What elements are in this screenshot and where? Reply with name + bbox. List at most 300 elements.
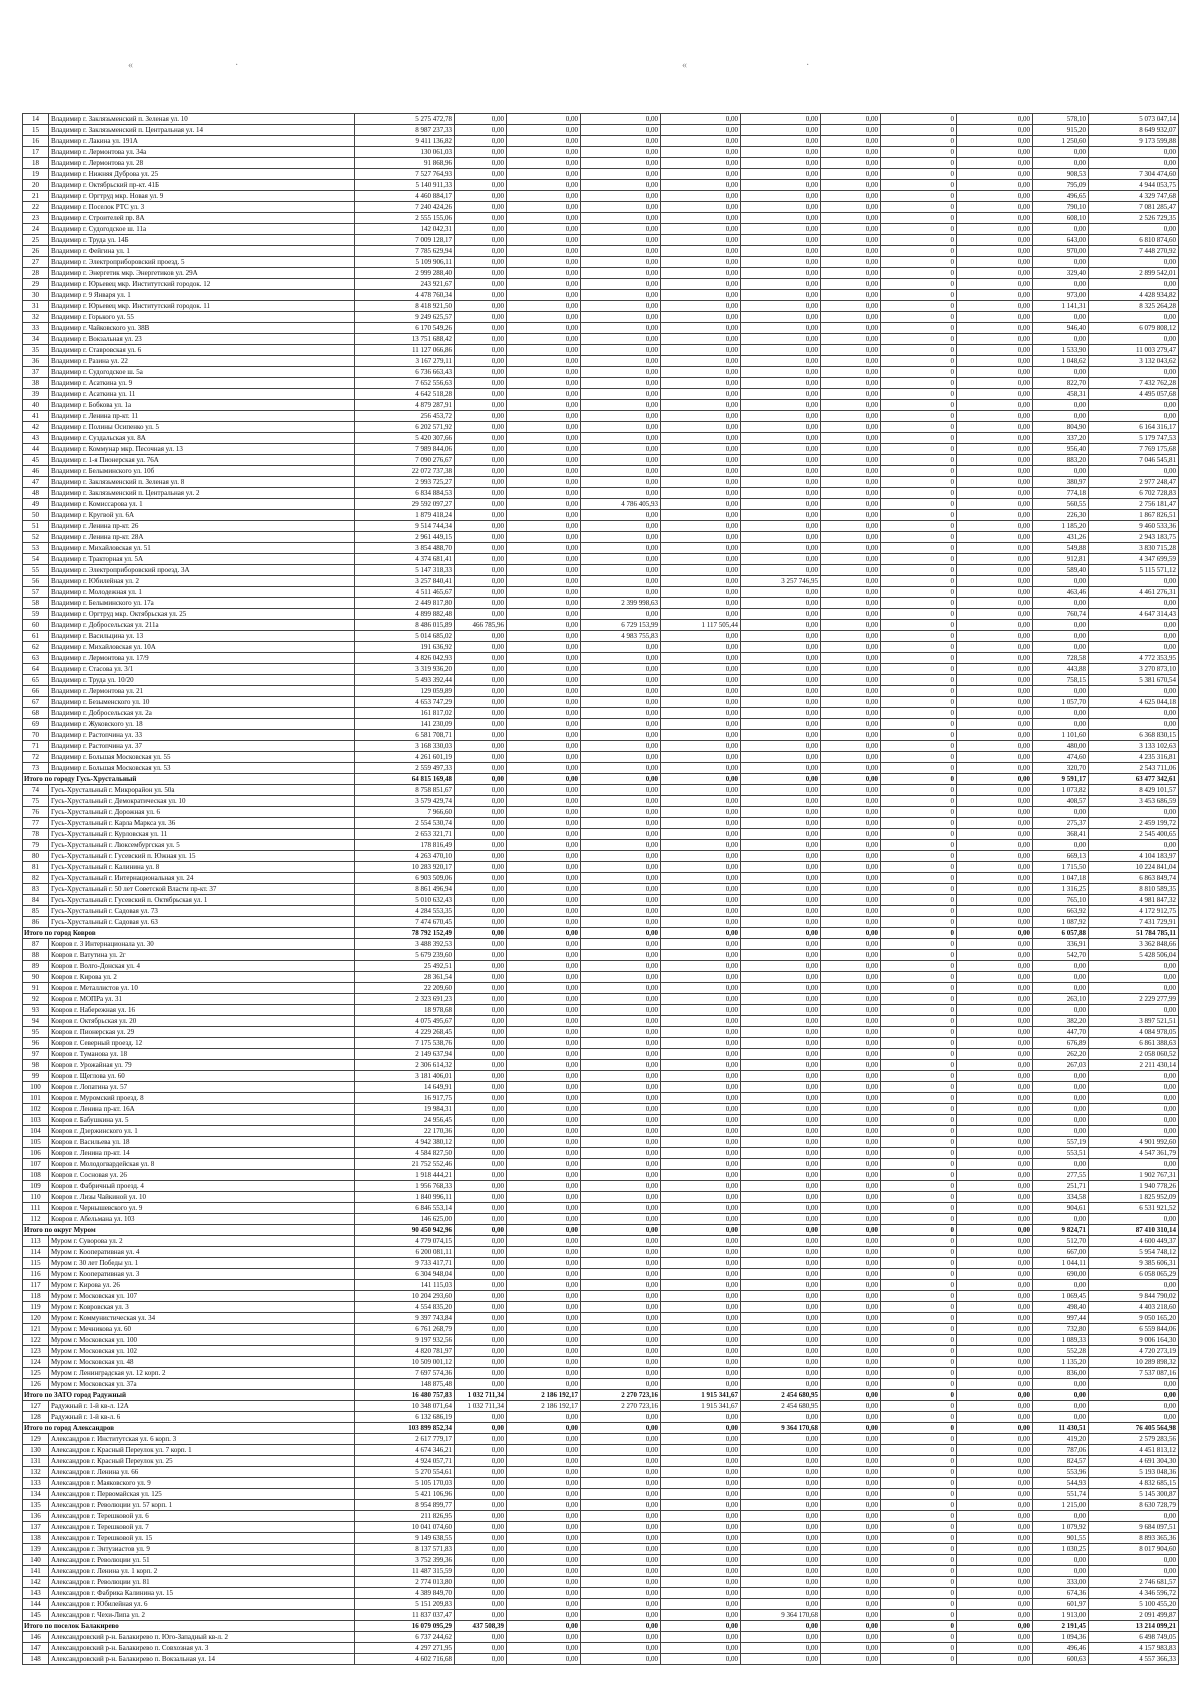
amount-cell: 0,00 xyxy=(1089,1071,1179,1082)
amount-cell: 16 480 757,83 xyxy=(355,1390,455,1401)
address-cell: Владимир г. Труда ул. 14Б xyxy=(49,235,355,246)
table-row xyxy=(23,422,1179,433)
table-row xyxy=(23,796,1179,807)
table-row xyxy=(23,1577,1179,1588)
amount-cell: 0,00 xyxy=(741,1269,821,1280)
amount-cell: 0,00 xyxy=(741,378,821,389)
address-cell: Гусь-Хрустальный г. Карла Маркса ул. 36 xyxy=(49,818,355,829)
amount-cell: 0,00 xyxy=(455,1269,507,1280)
amount-cell: 2 617 779,17 xyxy=(355,1434,455,1445)
amount-cell: 0,00 xyxy=(581,950,661,961)
amount-cell: 0,00 xyxy=(741,1313,821,1324)
amount-cell: 0,00 xyxy=(455,1258,507,1269)
amount-cell: 0 xyxy=(881,323,957,334)
amount-cell: 0,00 xyxy=(821,356,881,367)
amount-cell: 0,00 xyxy=(661,1511,741,1522)
amount-cell: 4 653 747,29 xyxy=(355,697,455,708)
amount-cell: 6 737 244,62 xyxy=(355,1632,455,1643)
amount-cell: 0,00 xyxy=(741,752,821,763)
amount-cell: 0,00 xyxy=(957,1291,1033,1302)
amount-cell: 0,00 xyxy=(581,1566,661,1577)
amount-cell: 0,00 xyxy=(741,796,821,807)
amount-cell: 0,00 xyxy=(741,1643,821,1654)
amount-cell: 16 079 095,29 xyxy=(355,1621,455,1632)
amount-cell: 0,00 xyxy=(821,1357,881,1368)
amount-cell: 0,00 xyxy=(661,587,741,598)
amount-cell: 0,00 xyxy=(507,1412,581,1423)
amount-cell: 0,00 xyxy=(957,1280,1033,1291)
amount-cell: 0 xyxy=(881,1291,957,1302)
amount-cell: 0,00 xyxy=(661,1654,741,1665)
amount-cell: 0,00 xyxy=(581,1082,661,1093)
amount-cell: 0,00 xyxy=(1089,1214,1179,1225)
amount-cell: 0,00 xyxy=(581,609,661,620)
amount-cell: 0,00 xyxy=(1033,1093,1089,1104)
amount-cell: 0,00 xyxy=(1033,257,1089,268)
address-cell: Владимир г. Юрьевец мкр. Институтский городок. 12 xyxy=(49,279,355,290)
amount-cell: 0,00 xyxy=(741,565,821,576)
amount-cell: 0,00 xyxy=(741,1654,821,1665)
amount-cell: 0,00 xyxy=(581,1643,661,1654)
amount-cell: 0,00 xyxy=(661,488,741,499)
amount-cell: 0,00 xyxy=(661,851,741,862)
amount-cell: 0 xyxy=(881,1401,957,1412)
address-cell: Владимир г. Асаткина ул. 9 xyxy=(49,378,355,389)
amount-cell: 0,00 xyxy=(821,1599,881,1610)
table-row xyxy=(23,895,1179,906)
amount-cell: 1 135,20 xyxy=(1033,1357,1089,1368)
amount-cell: 0,00 xyxy=(957,653,1033,664)
amount-cell: 0,00 xyxy=(821,851,881,862)
amount-cell: 0,00 xyxy=(581,257,661,268)
amount-cell: 0,00 xyxy=(507,895,581,906)
amount-cell: 0,00 xyxy=(821,1027,881,1038)
amount-cell: 0,00 xyxy=(741,972,821,983)
amount-cell: 9 006 164,30 xyxy=(1089,1335,1179,1346)
amount-cell: 0,00 xyxy=(581,829,661,840)
amount-cell: 0,00 xyxy=(957,1412,1033,1423)
amount-cell: 0,00 xyxy=(661,1192,741,1203)
amount-cell: 0 xyxy=(881,972,957,983)
amount-cell: 263,10 xyxy=(1033,994,1089,1005)
amount-cell: 804,90 xyxy=(1033,422,1089,433)
amount-cell: 0 xyxy=(881,1324,957,1335)
amount-cell: 0,00 xyxy=(1033,1104,1089,1115)
amount-cell: 0,00 xyxy=(741,1225,821,1236)
subtotal-row xyxy=(23,1390,1179,1401)
address-cell: Александров г. Институтская ул. 6 корп. 3 xyxy=(49,1434,355,1445)
amount-cell: 0,00 xyxy=(581,389,661,400)
amount-cell: 0,00 xyxy=(957,587,1033,598)
amount-cell: 0,00 xyxy=(581,1071,661,1082)
row-number: 124 xyxy=(23,1357,49,1368)
amount-cell: 0,00 xyxy=(455,554,507,565)
amount-cell: 0,00 xyxy=(821,1302,881,1313)
amount-cell: 0,00 xyxy=(661,664,741,675)
amount-cell: 600,63 xyxy=(1033,1654,1089,1665)
amount-cell: 0,00 xyxy=(507,1225,581,1236)
amount-cell: 14 649,91 xyxy=(355,1082,455,1093)
amount-cell: 0,00 xyxy=(741,609,821,620)
amount-cell: 0,00 xyxy=(581,664,661,675)
row-number: 96 xyxy=(23,1038,49,1049)
row-number: 22 xyxy=(23,202,49,213)
amount-cell: 674,36 xyxy=(1033,1588,1089,1599)
row-number: 70 xyxy=(23,730,49,741)
amount-cell: 0,00 xyxy=(741,499,821,510)
amount-cell: 3 319 936,20 xyxy=(355,664,455,675)
row-number: 131 xyxy=(23,1456,49,1467)
amount-cell: 0,00 xyxy=(581,818,661,829)
amount-cell: 0,00 xyxy=(581,1577,661,1588)
amount-cell: 0,00 xyxy=(455,1302,507,1313)
amount-cell: 997,44 xyxy=(1033,1313,1089,1324)
row-number: 81 xyxy=(23,862,49,873)
address-cell: Александров г. Красный Переулок ул. 25 xyxy=(49,1456,355,1467)
table-row xyxy=(23,1346,1179,1357)
amount-cell: 4 157 983,83 xyxy=(1089,1643,1179,1654)
table-row xyxy=(23,1247,1179,1258)
address-cell: Владимир г. 9 Января ул. 1 xyxy=(49,290,355,301)
amount-cell: 3 257 840,41 xyxy=(355,576,455,587)
table-row xyxy=(23,191,1179,202)
table-row xyxy=(23,1555,1179,1566)
amount-cell: 0,00 xyxy=(455,1225,507,1236)
amount-cell: 0 xyxy=(881,488,957,499)
amount-cell: 0,00 xyxy=(957,1346,1033,1357)
amount-cell: 0,00 xyxy=(581,1654,661,1665)
amount-cell: 0,00 xyxy=(957,1104,1033,1115)
amount-cell: 0,00 xyxy=(661,1038,741,1049)
amount-cell: 0,00 xyxy=(455,1588,507,1599)
amount-cell: 0,00 xyxy=(957,136,1033,147)
amount-cell: 0,00 xyxy=(957,235,1033,246)
amount-cell: 0,00 xyxy=(661,1258,741,1269)
amount-cell: 0,00 xyxy=(455,1280,507,1291)
row-number: 136 xyxy=(23,1511,49,1522)
amount-cell: 0 xyxy=(881,532,957,543)
amount-cell: 0,00 xyxy=(507,1280,581,1291)
amount-cell: 0,00 xyxy=(507,785,581,796)
amount-cell: 0,00 xyxy=(957,1357,1033,1368)
amount-cell: 0,00 xyxy=(821,862,881,873)
amount-cell: 0 xyxy=(881,1599,957,1610)
amount-cell: 0,00 xyxy=(957,631,1033,642)
amount-cell: 0,00 xyxy=(455,422,507,433)
address-cell: Муром г. Суворова ул. 2 xyxy=(49,1236,355,1247)
amount-cell: 0,00 xyxy=(957,1236,1033,1247)
amount-cell: 0,00 xyxy=(821,147,881,158)
address-cell: Ковров г. Сосновая ул. 26 xyxy=(49,1170,355,1181)
amount-cell: 0,00 xyxy=(821,994,881,1005)
amount-cell: 3 168 330,03 xyxy=(355,741,455,752)
table-row xyxy=(23,1071,1179,1082)
amount-cell: 8 486 015,89 xyxy=(355,620,455,631)
table-row xyxy=(23,202,1179,213)
subtotal-row xyxy=(23,1225,1179,1236)
amount-cell: 0,00 xyxy=(741,191,821,202)
amount-cell: 6 498 749,05 xyxy=(1089,1632,1179,1643)
row-number: 46 xyxy=(23,466,49,477)
amount-cell: 6 164 316,17 xyxy=(1089,422,1179,433)
address-cell: Владимир г. Растопчина ул. 33 xyxy=(49,730,355,741)
amount-cell: 0,00 xyxy=(821,642,881,653)
amount-cell: 0 xyxy=(881,1368,957,1379)
scan-artifact: · xyxy=(806,60,810,71)
amount-cell: 0,00 xyxy=(957,576,1033,587)
amount-cell: 0,00 xyxy=(957,1005,1033,1016)
address-cell: Ковров г. МОПРа ул. 31 xyxy=(49,994,355,1005)
amount-cell: 0,00 xyxy=(741,1038,821,1049)
amount-cell: 0,00 xyxy=(741,1115,821,1126)
address-cell: Владимир г. Заклязьменский п. Зеленая ул. 8 xyxy=(49,477,355,488)
amount-cell: 0,00 xyxy=(821,609,881,620)
amount-cell: 0,00 xyxy=(821,290,881,301)
amount-cell: 0,00 xyxy=(821,1456,881,1467)
amount-cell: 0,00 xyxy=(661,125,741,136)
amount-cell: 0,00 xyxy=(957,301,1033,312)
amount-cell: 0,00 xyxy=(507,1181,581,1192)
address-cell: Муром г. Московская ул. 37а xyxy=(49,1379,355,1390)
table-row xyxy=(23,279,1179,290)
amount-cell: 0 xyxy=(881,1632,957,1643)
amount-cell: 0,00 xyxy=(507,1467,581,1478)
amount-cell: 0,00 xyxy=(1033,1511,1089,1522)
amount-cell: 3 897 521,51 xyxy=(1089,1016,1179,1027)
amount-cell: 0 xyxy=(881,356,957,367)
amount-cell: 0,00 xyxy=(507,235,581,246)
amount-cell: 0,00 xyxy=(507,488,581,499)
amount-cell: 8 630 728,79 xyxy=(1089,1500,1179,1511)
amount-cell: 0,00 xyxy=(507,906,581,917)
amount-cell: 0,00 xyxy=(661,1522,741,1533)
address-cell: Владимир г. Ленина пр-кт. 11 xyxy=(49,411,355,422)
amount-cell: 0,00 xyxy=(507,1632,581,1643)
amount-cell: 0,00 xyxy=(821,730,881,741)
address-cell: Владимир г. Большая Московская ул. 55 xyxy=(49,752,355,763)
table-row xyxy=(23,741,1179,752)
table-row xyxy=(23,356,1179,367)
amount-cell: 3 270 873,10 xyxy=(1089,664,1179,675)
amount-cell: 0,00 xyxy=(821,741,881,752)
amount-cell: 0,00 xyxy=(581,851,661,862)
table-row xyxy=(23,587,1179,598)
amount-cell: 0,00 xyxy=(1033,840,1089,851)
amount-cell: 0 xyxy=(881,1060,957,1071)
table-row xyxy=(23,400,1179,411)
amount-cell: 0 xyxy=(881,1082,957,1093)
address-cell: Владимир г. Заклязьменский п. Центральная ул. 2 xyxy=(49,488,355,499)
amount-cell: 0,00 xyxy=(661,1544,741,1555)
amount-cell: 0,00 xyxy=(1089,840,1179,851)
row-number: 129 xyxy=(23,1434,49,1445)
amount-cell: 0,00 xyxy=(581,378,661,389)
amount-cell: 5 493 392,44 xyxy=(355,675,455,686)
address-cell: Владимир г. Поселок РТС ул. 3 xyxy=(49,202,355,213)
row-number: 51 xyxy=(23,521,49,532)
row-number: 127 xyxy=(23,1401,49,1412)
amount-cell: 0,00 xyxy=(821,675,881,686)
row-number: 31 xyxy=(23,301,49,312)
amount-cell: 0,00 xyxy=(1033,147,1089,158)
amount-cell: 0,00 xyxy=(1089,598,1179,609)
row-number: 114 xyxy=(23,1247,49,1258)
amount-cell: 0,00 xyxy=(455,290,507,301)
table-row xyxy=(23,1566,1179,1577)
amount-cell: 0,00 xyxy=(957,1302,1033,1313)
row-number: 17 xyxy=(23,147,49,158)
amount-cell: 178 816,49 xyxy=(355,840,455,851)
table-row xyxy=(23,1170,1179,1181)
amount-cell: 0,00 xyxy=(957,895,1033,906)
amount-cell: 0,00 xyxy=(455,884,507,895)
amount-cell: 0 xyxy=(881,433,957,444)
table-row xyxy=(23,1027,1179,1038)
amount-cell: 0,00 xyxy=(741,1170,821,1181)
amount-cell: 2 756 181,47 xyxy=(1089,499,1179,510)
table-row xyxy=(23,1214,1179,1225)
amount-cell: 0,00 xyxy=(821,1368,881,1379)
amount-cell: 0,00 xyxy=(581,1181,661,1192)
amount-cell: 0,00 xyxy=(741,202,821,213)
amount-cell: 0,00 xyxy=(507,1533,581,1544)
amount-cell: 0,00 xyxy=(455,345,507,356)
amount-cell: 0,00 xyxy=(507,290,581,301)
amount-cell: 0,00 xyxy=(1089,1412,1179,1423)
amount-cell: 0,00 xyxy=(455,268,507,279)
amount-cell: 0,00 xyxy=(455,851,507,862)
amount-cell: 1 057,70 xyxy=(1033,697,1089,708)
amount-cell: 7 090 276,67 xyxy=(355,455,455,466)
amount-cell: 0,00 xyxy=(661,1071,741,1082)
amount-cell: 4 924 057,71 xyxy=(355,1456,455,1467)
amount-cell: 0,00 xyxy=(507,1269,581,1280)
amount-cell: 0,00 xyxy=(455,477,507,488)
amount-cell: 0,00 xyxy=(957,1544,1033,1555)
amount-cell: 141 230,09 xyxy=(355,719,455,730)
amount-cell: 553,96 xyxy=(1033,1467,1089,1478)
table-row xyxy=(23,697,1179,708)
row-number: 60 xyxy=(23,620,49,631)
amount-cell: 9 733 417,71 xyxy=(355,1258,455,1269)
amount-cell: 0,00 xyxy=(507,719,581,730)
amount-cell: 5 109 906,11 xyxy=(355,257,455,268)
amount-cell: 0,00 xyxy=(507,1522,581,1533)
row-number: 134 xyxy=(23,1489,49,1500)
amount-cell: 0,00 xyxy=(661,972,741,983)
amount-cell: 0,00 xyxy=(661,543,741,554)
amount-cell: 0,00 xyxy=(957,851,1033,862)
table-row xyxy=(23,345,1179,356)
amount-cell: 0,00 xyxy=(957,1181,1033,1192)
amount-cell: 551,74 xyxy=(1033,1489,1089,1500)
amount-cell: 0,00 xyxy=(455,246,507,257)
amount-cell: 1 867 826,51 xyxy=(1089,510,1179,521)
amount-cell: 1 044,11 xyxy=(1033,1258,1089,1269)
amount-cell: 0,00 xyxy=(821,1621,881,1632)
amount-cell: 0,00 xyxy=(741,983,821,994)
row-number: 49 xyxy=(23,499,49,510)
amount-cell: 0 xyxy=(881,587,957,598)
table-row xyxy=(23,730,1179,741)
amount-cell: 0,00 xyxy=(581,543,661,554)
amount-cell: 0 xyxy=(881,521,957,532)
amount-cell: 0,00 xyxy=(455,697,507,708)
amount-cell: 0,00 xyxy=(507,818,581,829)
row-number: 67 xyxy=(23,697,49,708)
amount-cell: 0,00 xyxy=(741,1588,821,1599)
amount-cell: 0,00 xyxy=(1033,1555,1089,1566)
table-row xyxy=(23,532,1179,543)
amount-cell: 0,00 xyxy=(455,224,507,235)
amount-cell: 0,00 xyxy=(455,455,507,466)
amount-cell: 0,00 xyxy=(821,708,881,719)
amount-cell: 0 xyxy=(881,543,957,554)
amount-cell: 0,00 xyxy=(455,1632,507,1643)
amount-cell: 0,00 xyxy=(661,928,741,939)
amount-cell: 0,00 xyxy=(661,642,741,653)
amount-cell: 0,00 xyxy=(507,994,581,1005)
row-number: 59 xyxy=(23,609,49,620)
row-number: 141 xyxy=(23,1566,49,1577)
address-cell: Александров г. Революции ул. 51 xyxy=(49,1555,355,1566)
amount-cell: 11 127 066,86 xyxy=(355,345,455,356)
amount-cell: 0,00 xyxy=(821,1170,881,1181)
amount-cell: 0,00 xyxy=(741,213,821,224)
address-cell: Владимир г. Труда ул. 10/20 xyxy=(49,675,355,686)
amount-cell: 0,00 xyxy=(1033,158,1089,169)
amount-cell: 0 xyxy=(881,1159,957,1170)
amount-cell: 0,00 xyxy=(507,1621,581,1632)
amount-cell: 0,00 xyxy=(957,521,1033,532)
amount-cell: 0,00 xyxy=(741,653,821,664)
row-number: 119 xyxy=(23,1302,49,1313)
amount-cell: 0,00 xyxy=(455,840,507,851)
amount-cell: 0,00 xyxy=(455,1104,507,1115)
row-number: 132 xyxy=(23,1467,49,1478)
amount-cell: 0,00 xyxy=(741,1489,821,1500)
scan-artifact: « xyxy=(128,60,133,71)
amount-cell: 463,46 xyxy=(1033,587,1089,598)
amount-cell: 0,00 xyxy=(581,279,661,290)
amount-cell: 0 xyxy=(881,1445,957,1456)
amount-cell: 0,00 xyxy=(957,356,1033,367)
address-cell: Ковров г. Туманова ул. 18 xyxy=(49,1049,355,1060)
amount-cell: 6 810 874,60 xyxy=(1089,235,1179,246)
amount-cell: 0,00 xyxy=(455,708,507,719)
amount-cell: 0,00 xyxy=(661,829,741,840)
amount-cell: 0,00 xyxy=(661,114,741,125)
address-cell: Владимир г. Бобкова ул. 1а xyxy=(49,400,355,411)
row-number: 102 xyxy=(23,1104,49,1115)
address-cell: Муром г. Коммунистическая ул. 34 xyxy=(49,1313,355,1324)
amount-cell: 0,00 xyxy=(821,763,881,774)
amount-cell: 0,00 xyxy=(507,1027,581,1038)
amount-cell: 0,00 xyxy=(507,664,581,675)
amount-cell: 4 460 884,17 xyxy=(355,191,455,202)
amount-cell: 0,00 xyxy=(455,191,507,202)
amount-cell: 0,00 xyxy=(661,1137,741,1148)
amount-cell: 0,00 xyxy=(455,1291,507,1302)
address-cell: Ковров г. Дзержинского ул. 1 xyxy=(49,1126,355,1137)
table-row xyxy=(23,158,1179,169)
address-cell: Муром г. Московская ул. 100 xyxy=(49,1335,355,1346)
table-row xyxy=(23,950,1179,961)
subtotal-row xyxy=(23,1621,1179,1632)
amount-cell: 1 087,92 xyxy=(1033,917,1089,928)
amount-cell: 161 817,02 xyxy=(355,708,455,719)
amount-cell: 0,00 xyxy=(455,774,507,785)
